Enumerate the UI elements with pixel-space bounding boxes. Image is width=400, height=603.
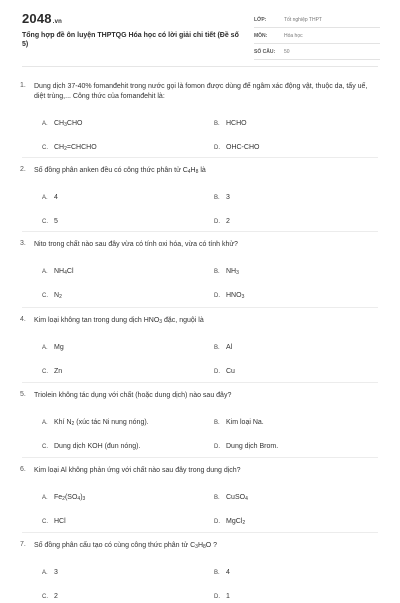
question-divider — [22, 231, 378, 232]
question-divider — [22, 382, 378, 383]
option-letter: C. — [42, 519, 48, 525]
option-text: $Fe_2(SO_4)_3$ — [54, 494, 86, 502]
answer-option[interactable] — [214, 268, 239, 278]
option-text: 1 — [226, 593, 230, 600]
option-letter: A. — [42, 121, 48, 127]
meta-value: Hóa học — [284, 33, 303, 39]
option-text: MgCl$_2$ — [226, 518, 246, 526]
option-letter: B. — [214, 420, 220, 426]
meta-row-subject — [254, 30, 380, 44]
brand-name: 2048 — [22, 11, 52, 26]
answer-option[interactable] — [214, 419, 264, 429]
answer-option[interactable] — [42, 419, 149, 429]
option-text: $CH_2=CHCHO$ — [54, 144, 97, 152]
option-text: OHC-CHO — [226, 144, 260, 151]
answer-option[interactable] — [214, 344, 232, 354]
option-text: Dung dịch Brom. — [226, 443, 279, 450]
answer-option[interactable] — [42, 344, 64, 354]
option-letter: C. — [42, 219, 48, 225]
option-letter: A. — [42, 345, 48, 351]
meta-row-count — [254, 46, 380, 60]
answer-option[interactable] — [214, 120, 247, 130]
option-letter: A. — [42, 195, 48, 201]
option-text: Cu — [226, 368, 235, 375]
answer-option[interactable] — [42, 593, 58, 603]
option-text: Kim loại Na. — [226, 419, 264, 426]
answer-option[interactable] — [42, 443, 140, 453]
site-logo[interactable] — [22, 11, 62, 26]
question-text: Kim loại Al không phản ứng với chất nào sau đây trong dung dịch? — [34, 467, 241, 474]
answer-option[interactable] — [214, 368, 235, 378]
option-text: $N_2$ — [54, 292, 62, 300]
meta-value: 50 — [284, 49, 290, 55]
question-number: 5. — [20, 391, 26, 398]
option-text: 4 — [54, 194, 58, 201]
option-letter: B. — [214, 570, 220, 576]
option-letter: D. — [214, 145, 220, 151]
answer-option[interactable] — [214, 593, 230, 603]
meta-label: LỚP: — [254, 17, 267, 23]
option-text: $NH_3$ — [226, 268, 239, 276]
option-text: 5 — [54, 218, 58, 225]
exam-meta — [254, 14, 380, 62]
answer-option[interactable] — [42, 494, 85, 504]
option-text: 3 — [54, 569, 58, 576]
answer-option[interactable] — [42, 144, 97, 154]
option-text: 2 — [226, 218, 230, 225]
question-number: 3. — [20, 240, 26, 247]
option-letter: C. — [42, 444, 48, 450]
question-divider — [22, 307, 378, 308]
option-letter: D. — [214, 594, 220, 600]
option-text: Dung dịch KOH (đun nóng). — [54, 443, 141, 450]
option-letter: C. — [42, 594, 48, 600]
header-divider — [22, 66, 378, 67]
option-text: 4 — [226, 569, 230, 576]
question-text: Dung dịch 37-40% fomanđehit trong nước gọi là fomon được dùng để ngâm xác động vật, thuộc da, tẩy uế, diệt trùng,... Công thức của fomanđehit là: — [34, 83, 368, 100]
brand-suffix: .vn — [52, 19, 63, 25]
answer-option[interactable] — [42, 518, 66, 528]
option-text: Zn — [54, 368, 63, 375]
option-letter: A. — [42, 495, 48, 501]
answer-option[interactable] — [214, 569, 230, 579]
answer-option[interactable] — [42, 120, 82, 130]
option-text: Khí $N_2$ (xúc tác Ni nung nóng). — [54, 419, 149, 427]
option-letter: A. — [42, 420, 48, 426]
option-text: 2 — [54, 593, 58, 600]
answer-option[interactable] — [214, 518, 245, 528]
option-letter: A. — [42, 570, 48, 576]
answer-option[interactable] — [214, 218, 230, 228]
option-letter: D. — [214, 369, 220, 375]
option-text: $HNO_3$ — [226, 292, 245, 300]
question-number: 6. — [20, 466, 26, 473]
answer-option[interactable] — [42, 569, 58, 579]
answer-option[interactable] — [214, 144, 259, 154]
document-title: Tổng hợp đề ôn luyện THPTQG Hóa học có lời giải chi tiết (Đề số 5) — [22, 32, 239, 48]
question-divider — [22, 457, 378, 458]
question-text: Số đồng phân anken đều có công thức phân tử $C_4H_8$ là — [34, 167, 206, 175]
meta-label: MÔN: — [254, 33, 268, 39]
option-text: 3 — [226, 194, 230, 201]
question-divider — [22, 157, 378, 158]
answer-option[interactable] — [42, 194, 58, 204]
question-divider — [22, 532, 378, 533]
option-text: HCl — [54, 518, 66, 525]
option-text: Al — [226, 344, 233, 351]
answer-option[interactable] — [42, 218, 58, 228]
option-text: $CH_3CHO$ — [54, 120, 83, 128]
option-letter: D. — [214, 293, 220, 299]
question-text: Nito trong chất nào sau đây vừa có tính oxi hóa, vừa có tính khử? — [34, 241, 238, 248]
option-text: CuSO$_4$ — [226, 494, 248, 502]
meta-row-class — [254, 14, 380, 28]
option-letter: D. — [214, 219, 220, 225]
answer-option[interactable] — [42, 268, 74, 278]
question-text: Kim loại không tan trong dung dịch $HNO_3$ đặc, nguội là — [34, 317, 204, 325]
page-header — [0, 0, 400, 64]
option-text: $NH_4Cl$ — [54, 268, 74, 276]
answer-option[interactable] — [214, 292, 244, 302]
question-text: Triolein không tác dụng với chất (hoặc dung dịch) nào sau đây? — [34, 392, 232, 399]
answer-option[interactable] — [214, 494, 248, 504]
option-text: HCHO — [226, 120, 247, 127]
meta-value: Tốt nghiệp THPT — [284, 17, 322, 23]
option-letter: B. — [214, 269, 220, 275]
option-letter: A. — [42, 269, 48, 275]
option-letter: C. — [42, 369, 48, 375]
option-letter: B. — [214, 121, 220, 127]
question-number: 4. — [20, 316, 26, 323]
answer-option[interactable] — [42, 292, 62, 302]
question-text: Số đồng phân cấu tạo có cùng công thức phân tử $C_3H_8O$ ? — [34, 542, 218, 550]
option-text: Mg — [54, 344, 64, 351]
option-letter: C. — [42, 145, 48, 151]
question-number: 7. — [20, 541, 26, 548]
answer-option[interactable] — [214, 194, 230, 204]
option-letter: C. — [42, 293, 48, 299]
question-number: 1. — [20, 82, 26, 89]
option-letter: B. — [214, 195, 220, 201]
option-letter: B. — [214, 495, 220, 501]
option-letter: B. — [214, 345, 220, 351]
answer-option[interactable] — [42, 368, 62, 378]
option-letter: D. — [214, 444, 220, 450]
option-letter: D. — [214, 519, 220, 525]
question-number: 2. — [20, 166, 26, 173]
meta-label: SỐ CÂU: — [254, 49, 276, 55]
answer-option[interactable] — [214, 443, 278, 453]
